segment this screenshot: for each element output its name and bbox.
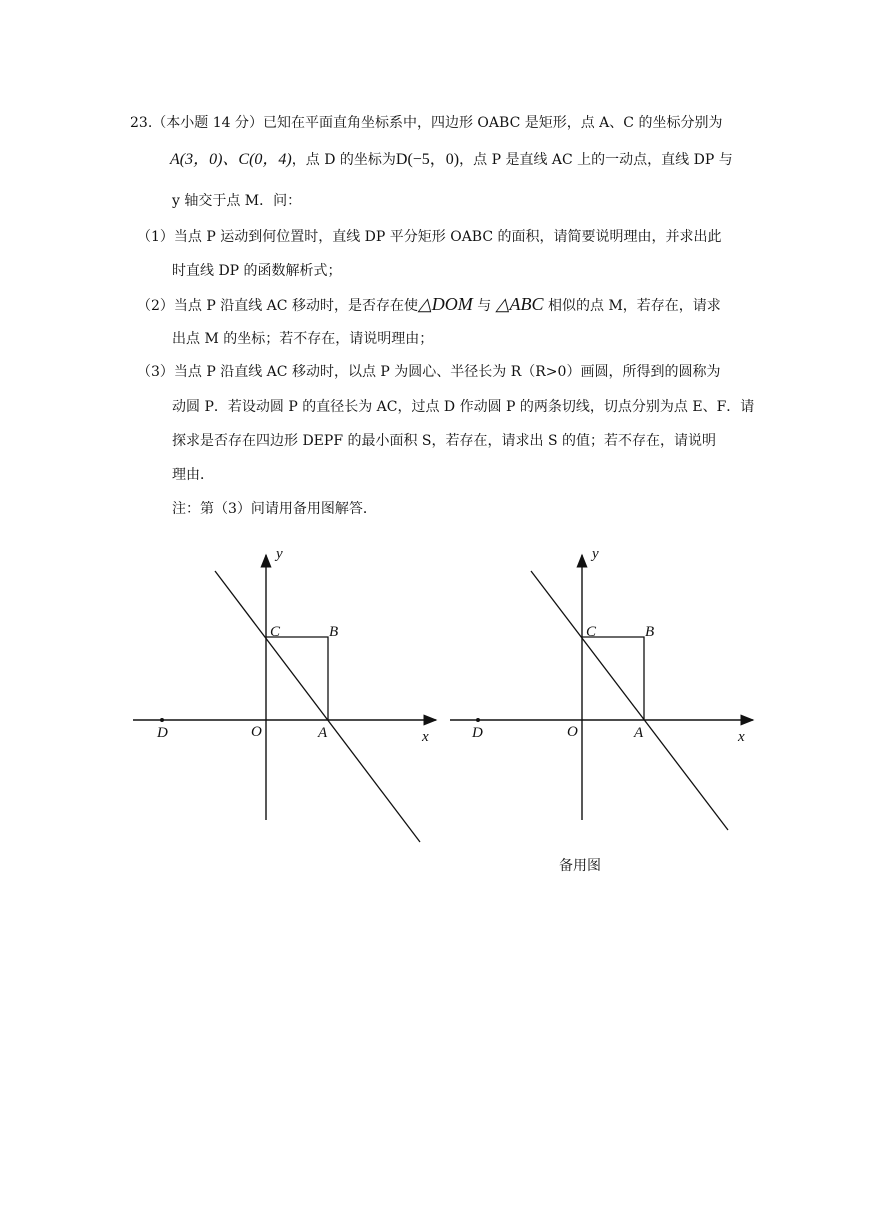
question-2-line-1 xyxy=(137,294,721,316)
label-c: C xyxy=(586,624,597,640)
line2-text-d: ，点 P 是直线 AC 上的一动点，直线 DP 与 xyxy=(459,152,733,168)
line-ac xyxy=(215,571,420,842)
question-1-line-1: （1）当点 P 运动到何位置时，直线 DP 平分矩形 OABC 的面积，请简要说明理由，并求出此 xyxy=(137,229,722,245)
q2-text-b: 相似的点 M，若存在，请求 xyxy=(543,298,721,314)
question-3-line-4: 理由． xyxy=(172,467,214,483)
question-3-line-2: 动圆 P．若设动圆 P 的直径长为 AC，过点 D 作动圆 P 的两条切线，切点分别为点 E、F．请 xyxy=(172,399,755,415)
q2-text-a: （2）当点 P 沿直线 AC 移动时，是否存在使 xyxy=(137,298,418,314)
label-a: A xyxy=(318,725,328,741)
problem-header: 23.（本小题 14 分）已知在平面直角坐标系中，四边形 OABC 是矩形，点 A、C 的坐标分别为 xyxy=(130,115,723,131)
question-3-line-3: 探求是否存在四边形 DEPF 的最小面积 S，若存在，请求出 S 的值；若不存在，请说明 xyxy=(172,433,717,449)
triangle-dom: △DOM xyxy=(417,294,473,314)
label-x: x xyxy=(422,729,429,745)
label-o: O xyxy=(251,724,262,740)
coord-d: D(−5，0) xyxy=(395,151,460,168)
label-b: B xyxy=(329,624,339,640)
note: 注：第（3）问请用备用图解答． xyxy=(172,501,377,517)
question-1-line-2: 时直线 DP 的函数解析式； xyxy=(172,263,342,279)
label-o: O xyxy=(567,724,578,740)
figure-spare xyxy=(445,540,760,850)
q2-text-mid: 与 xyxy=(472,298,496,314)
label-y: y xyxy=(592,546,599,562)
label-d: D xyxy=(472,725,483,741)
spare-figure-caption: 备用图 xyxy=(559,858,601,874)
point-d xyxy=(160,718,164,722)
figure-main xyxy=(128,540,438,850)
label-a: A xyxy=(634,725,644,741)
coords-a-c: A(3，0)、C(0，4) xyxy=(170,151,292,168)
problem-line-2 xyxy=(170,150,733,170)
label-d: D xyxy=(157,725,168,741)
label-x: x xyxy=(738,729,745,745)
triangle-abc: △ABC xyxy=(495,294,544,314)
question-3-line-1: （3）当点 P 沿直线 AC 移动时，以点 P 为圆心、半径长为 R（R>0）画圆，所得到的圆称为 xyxy=(137,364,721,380)
label-y: y xyxy=(276,546,283,562)
point-d xyxy=(476,718,480,722)
question-2-line-2: 出点 M 的坐标；若不存在，请说明理由； xyxy=(172,331,434,347)
problem-line-3: y 轴交于点 M．问： xyxy=(172,193,302,209)
line-ac xyxy=(531,571,728,830)
label-c: C xyxy=(270,624,281,640)
label-b: B xyxy=(645,624,655,640)
line2-text-b: ，点 D 的坐标为 xyxy=(291,152,396,168)
